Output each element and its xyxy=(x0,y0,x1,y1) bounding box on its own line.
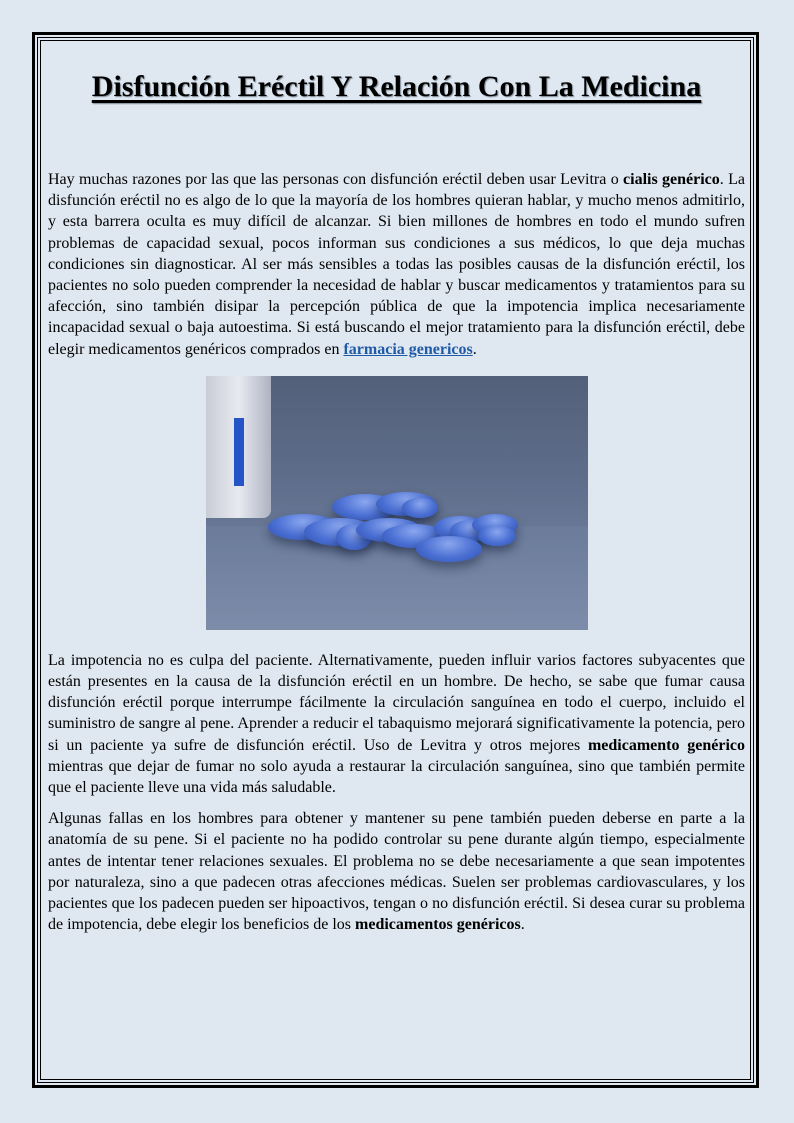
paragraph-1-text-a: Hay muchas razones por las que las personas con disfunción eréctil deben usar Levitra o xyxy=(48,171,624,188)
paragraph-1-bold-term: cialis genérico xyxy=(623,171,720,188)
paragraph-2-bold-term: medicamento genérico xyxy=(587,736,746,754)
paragraph-1 xyxy=(48,169,745,360)
paragraph-1-text-c: . xyxy=(472,340,477,358)
paragraph-3-text-a: Algunas fallas en los hombres para obtener y mantener su pene también pueden deberse en parte a la anatomía de su pene. Si el paciente no ha podido controlar su pene durante algún tiempo, especialmente antes de intentar tener relaciones sexuales. El problema no se debe necesariamente a que sean impotentes por naturaleza, sino a que padecen otras afecciones médicas. Suelen ser problemas cardiovasculares, y los pacientes que los padecen pueden ser hipoactivos, tengan o no disfunción eréctil. Si desea curar su problema de impotencia, debe elegir los beneficios de los xyxy=(48,810,745,934)
pill xyxy=(416,536,482,562)
paragraph-1-text-b: . La disfunción eréctil no es algo de lo que la mayoría de los hombres quieran hablar, y mucho menos admitirlo, y esta barrera oculta es muy difícil de alcanzar. Si bien millones de hombres en todo el mundo sufren problemas de capacidad sexual, pocos informan sus condiciones a sus médicos, lo que deja muchas condiciones sin diagnosticar. Al ser más sensibles a todas las posibles causas de la disfunción eréctil, los pacientes no solo pueden comprender la necesidad de hablar y buscar medicamentos y tratamientos para su afección, sino también disipar la percepción pública de que la impotencia implica necesariamente incapacidad sexual o baja autoestima. Si está buscando el mejor tratamiento para la disfunción eréctil, debe elegir medicamentos genéricos comprados en xyxy=(48,171,745,358)
blue-pills-photo xyxy=(206,376,588,630)
farmacia-genericos-link[interactable]: farmacia genericos xyxy=(343,340,473,358)
paragraph-3-text-b: . xyxy=(520,916,525,934)
document-body xyxy=(48,68,745,935)
paragraph-2-text-a: La impotencia no es culpa del paciente. Alternativamente, pueden influir varios factores subyacentes que están presentes en la causa de la disfunción eréctil en un hombre. De hecho, se sabe que fumar causa disfunción eréctil porque interrumpe fácilmente la circulación sanguínea en todo el cuerpo, incluido el suministro de sangre al pene. Aprender a reducir el tabaquismo mejorará significativamente la potencia, pero si un paciente ya sufre de disfunción eréctil. Uso de Levitra y otros mejores xyxy=(48,651,745,754)
pill xyxy=(478,526,516,546)
paragraph-2 xyxy=(48,650,745,798)
paragraph-2-text-b: mientras que dejar de fumar no solo ayuda a restaurar la circulación sanguínea, sino que también permite que el paciente lleve una vida más saludable. xyxy=(48,757,745,797)
paragraph-3-bold-term: medicamentos genéricos xyxy=(355,916,521,934)
document-title: Disfunción Eréctil Y Relación Con La Medicina xyxy=(91,70,702,103)
pill-bottle-label xyxy=(234,418,244,486)
pill xyxy=(402,498,438,518)
paragraph-3 xyxy=(48,808,745,935)
